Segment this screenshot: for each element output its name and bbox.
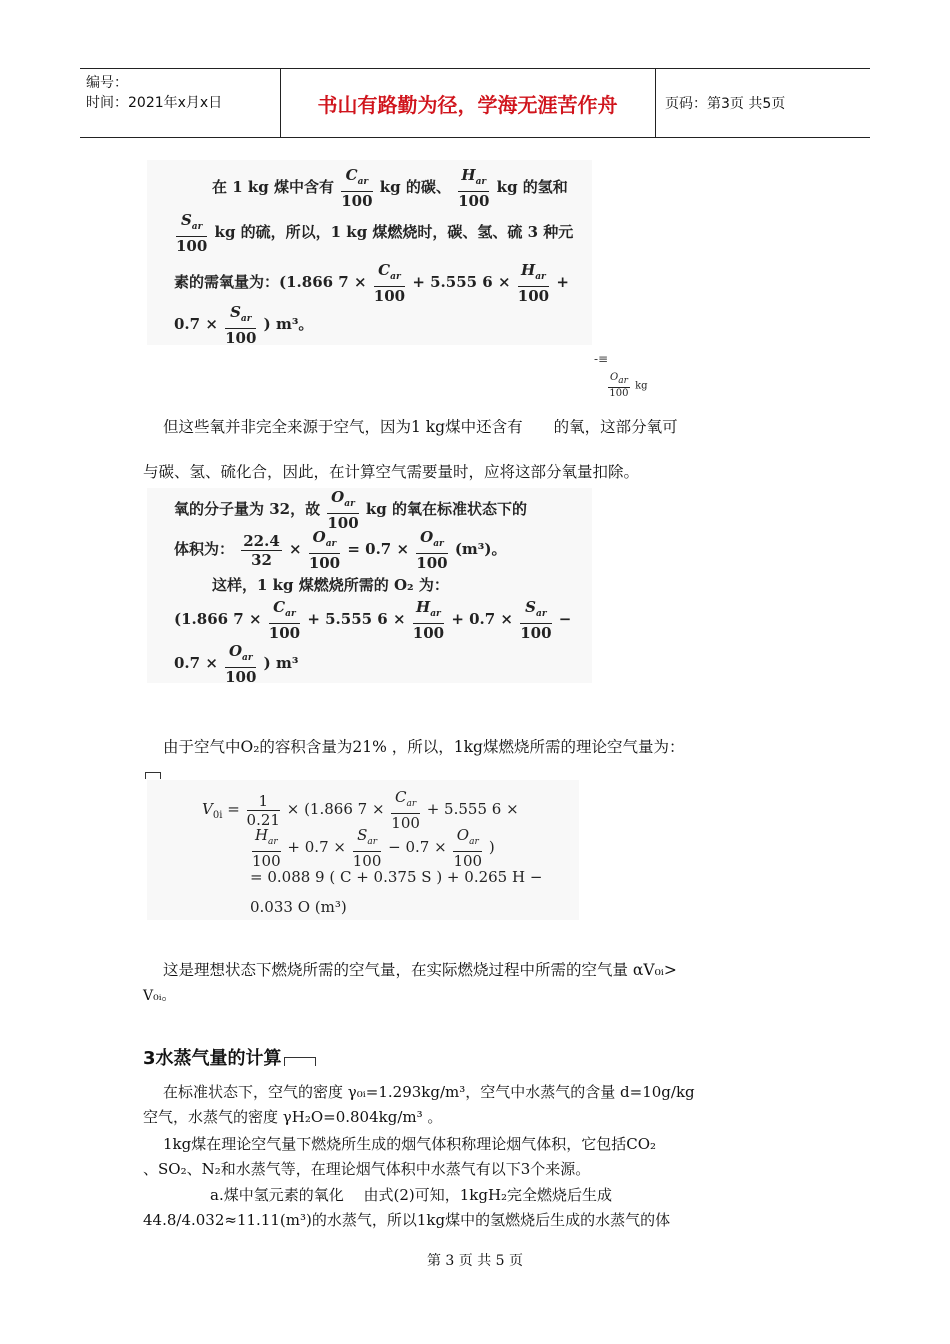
paragraph-3-line-1: 这是理想状态下燃烧所需的空气量，在实际燃烧过程中所需的空气量 αV₀ᵢ> [163, 961, 677, 979]
page-header [80, 68, 870, 138]
paragraph-3-line-2: V₀ᵢ。 [143, 988, 176, 1004]
formula-1-line-2: $\frac{S_{ar}}{100}$ kg 的硫，所以，1 kg 煤燃烧时，碳、氢、硫 3 种元 [176, 211, 574, 255]
paragraph-4-line-3: 1kg煤在理论空气量下燃烧所生成的烟气体积称理论烟气体积，它包括CO₂ [163, 1135, 657, 1153]
formula-2-line-1: 氧的分子量为 32，故 $\frac{O_{ar}}{100}$ kg 的氧在标准状态下的 [174, 488, 527, 532]
formula-1-line-1: 在 1 kg 煤中含有 $\frac{C_{ar}}{100}$ kg 的碳、 $\frac{H_{ar}}{100}$ kg 的氢和 [212, 166, 568, 210]
formula-1-line-4: 0.7 × $\frac{S_{ar}}{100}$ ) m³。 [174, 303, 314, 347]
small-mark: -≡ [594, 352, 609, 366]
paragraph-4-line-6: 44.8/4.032≈11.11(m³)的水蒸气，所以1kg煤中的氢燃烧后生成的水蒸气的体 [143, 1211, 671, 1229]
section-title: 3水蒸气量的计算 [143, 1044, 316, 1070]
formula-1-line-3: 素的需氧量为：(1.866 7 × $\frac{C_{ar}}{100}$ + 5.555 6 × $\frac{H_{ar}}{100}$ + [174, 261, 569, 305]
formula-3-line-3: = 0.088 9 ( C + 0.375 S ) + 0.265 H − [250, 868, 543, 886]
header-page-label: 页码：第3页 共5页 [665, 96, 786, 112]
formula-2-line-4: (1.866 7 × $\frac{C_{ar}}{100}$ + 5.555 6 × $\frac{H_{ar}}{100}$ + 0.7 × $\frac{S_{ar}}{100}$ − [174, 598, 572, 642]
header-motto: 书山有路勤为径，学海无涯苦作舟 [317, 93, 618, 117]
paragraph-2: 由于空气中O₂的容积含量为21% ，所以，1kg煤燃烧所需的理论空气量为： [163, 738, 685, 756]
paragraph-1-line-1: 但这些氧并非完全来源于空气，因为1 kg煤中还含有 的氧，这部分氧可 [163, 418, 678, 436]
number-label: 编号： [86, 75, 128, 91]
paragraph-4-line-1: 在标准状态下，空气的密度 γ₀ᵢ=1.293kg/m³，空气中水蒸气的含量 d=10g/kg [163, 1083, 695, 1101]
small-fraction: $\frac{O_{ar}}{100}$ kg [609, 372, 648, 399]
anchor-mark [145, 772, 161, 779]
anchor-mark [284, 1057, 316, 1066]
page-footer: 第 3 页 共 5 页 [426, 1253, 524, 1269]
paragraph-4-line-4: 、SO₂、N₂和水蒸气等，在理论烟气体积中水蒸气有以下3个来源。 [143, 1160, 591, 1178]
formula-3-line-1: $V_{0i}$ = $\frac{1}{0.21}$ × (1.866 7 × $\frac{C_{ar}}{100}$ + 5.555 6 × [202, 788, 519, 832]
formula-2-line-3: 这样，1 kg 煤燃烧所需的 O₂ 为： [212, 576, 449, 594]
header-meta [86, 73, 222, 113]
date-label: 时间：2021年x月x日 [86, 95, 223, 111]
paragraph-4-line-5: a.煤中氢元素的氧化 由式(2)可知，1kgH₂完全燃烧后生成 [210, 1186, 613, 1204]
formula-2-line-5: 0.7 × $\frac{O_{ar}}{100}$ ) m³ [174, 642, 299, 686]
formula-2-line-2: 体积为： $\frac{22.4}{32}$ × $\frac{O_{ar}}{100}$ = 0.7 × $\frac{O_{ar}}{100}$ (m³)。 [174, 528, 507, 572]
paragraph-4-line-2: 空气，水蒸气的密度 γH₂O=0.804kg/m³ 。 [143, 1108, 443, 1126]
header-divider [655, 69, 656, 137]
formula-3-line-2: $\frac{H_{ar}}{100}$ + 0.7 × $\frac{S_{ar}}{100}$ − 0.7 × $\frac{O_{ar}}{100}$ ) [252, 826, 495, 870]
paragraph-1-line-2: 与碳、氢、硫化合，因此，在计算空气需要量时，应将这部分氧量扣除。 [143, 463, 640, 481]
formula-3-line-4: 0.033 O (m³) [250, 898, 347, 916]
